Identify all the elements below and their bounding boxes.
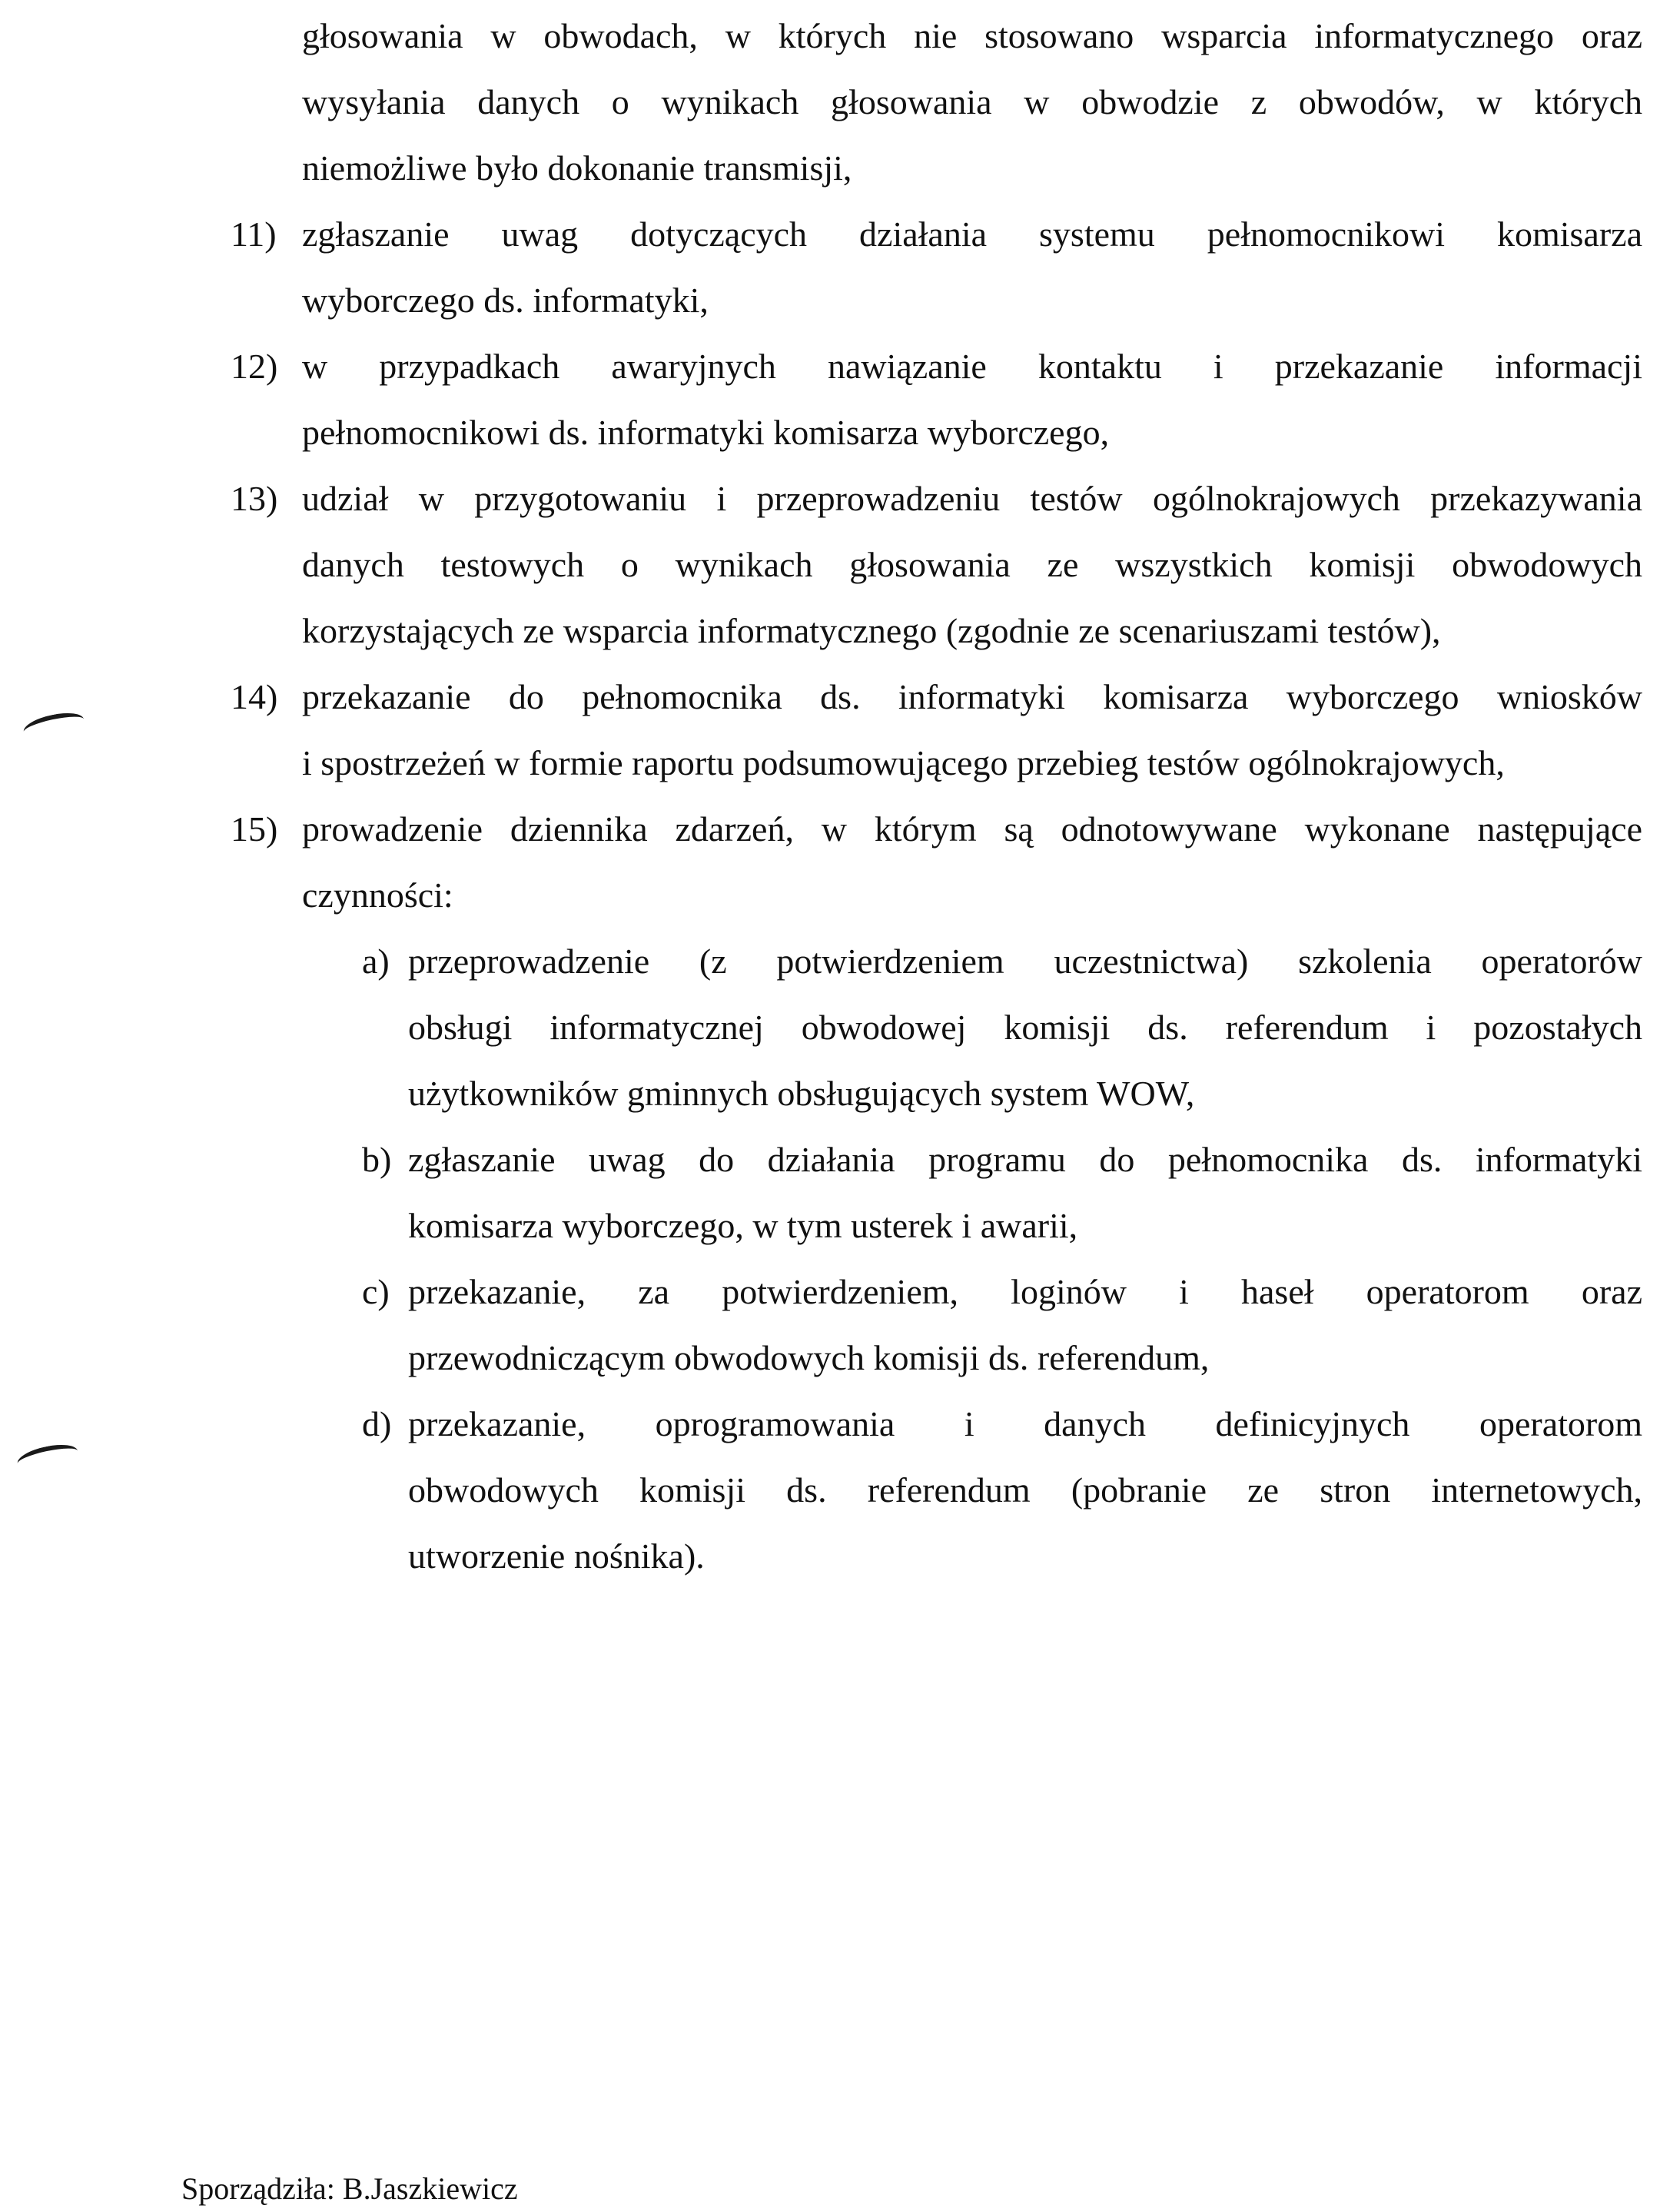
sub-item-d (362, 1391, 1642, 1589)
list-item-number: 11) (231, 214, 277, 254)
list-item-line: czynności: (302, 875, 453, 915)
sub-item-text: przeprowadzenie (z potwierdzeniem uczestnictwa) szkolenia operatorów (408, 942, 1642, 981)
sub-item-line: obwodowych komisji ds. referendum (pobranie ze stron internetowych, (408, 1470, 1642, 1510)
list-item-15 (231, 796, 1642, 928)
continuation-line-1: głosowania w obwodach, w których nie stosowano wsparcia informatycznego oraz (302, 16, 1642, 55)
sub-item-line (362, 1127, 1642, 1193)
list-item-text: prowadzenie dziennika zdarzeń, w którym są odnotowywane wykonane następujące (302, 809, 1642, 849)
sub-item-letter: b) (362, 1140, 392, 1179)
sub-item-text: przekazanie, oprogramowania i danych definicyjnych operatorom (408, 1404, 1642, 1443)
sub-item-letter: a) (362, 942, 390, 981)
list-item-line (231, 466, 1642, 532)
list-item-line (231, 796, 1642, 862)
list-item-number: 13) (231, 479, 278, 518)
punch-hole-mark-bottom (15, 1440, 80, 1474)
sub-item-line: użytkowników gminnych obsługujących system WOW, (408, 1074, 1195, 1113)
list-item-line: pełnomocnikowi ds. informatyki komisarza wyborczego, (302, 413, 1110, 452)
sub-item-line: utworzenie nośnika). (408, 1536, 705, 1576)
punch-hole-mark-top (22, 709, 86, 742)
continuation-paragraph (302, 3, 1642, 201)
list-item-line: wyborczego ds. informatyki, (302, 281, 709, 320)
list-item-11 (231, 201, 1642, 334)
list-item-line: danych testowych o wynikach głosowania ze wszystkich komisji obwodowych (302, 545, 1642, 584)
sub-item-b (362, 1127, 1642, 1259)
sub-item-letter: d) (362, 1404, 392, 1443)
list-item-text: zgłaszanie uwag dotyczących działania systemu pełnomocnikowi komisarza (302, 214, 1642, 254)
list-item-number: 14) (231, 677, 278, 716)
sub-item-letter: c) (362, 1272, 390, 1311)
sub-item-text: przekazanie, za potwierdzeniem, loginów i haseł operatorom oraz (408, 1272, 1642, 1311)
sub-item-line: obsługi informatycznej obwodowej komisji ds. referendum i pozostałych (408, 1008, 1642, 1047)
list-item-number: 12) (231, 347, 278, 386)
sub-item-line (362, 928, 1642, 995)
continuation-line-3: niemożliwe było dokonanie transmisji, (302, 148, 852, 188)
sub-item-line (362, 1391, 1642, 1457)
sub-item-text: zgłaszanie uwag do działania programu do pełnomocnika ds. informatyki (408, 1140, 1642, 1179)
sub-item-c (362, 1259, 1642, 1391)
list-item-text: przekazanie do pełnomocnika ds. informatyki komisarza wyborczego wniosków (302, 677, 1642, 716)
list-item-line: i spostrzeżeń w formie raportu podsumowującego przebieg testów ogólnokrajowych, (302, 743, 1505, 782)
signature-line: Sporządziła: B.Jaszkiewicz (181, 2171, 518, 2206)
sub-item-a (362, 928, 1642, 1127)
list-item-line (231, 664, 1642, 730)
list-item-12 (231, 334, 1642, 466)
sub-item-line: komisarza wyborczego, w tym usterek i awarii, (408, 1206, 1078, 1245)
list-item-text: w przypadkach awaryjnych nawiązanie kontaktu i przekazanie informacji (302, 347, 1642, 386)
list-item-text: udział w przygotowaniu i przeprowadzeniu testów ogólnokrajowych przekazywania (302, 479, 1642, 518)
continuation-line-2: wysyłania danych o wynikach głosowania w obwodzie z obwodów, w których (302, 82, 1642, 121)
list-item-number: 15) (231, 809, 278, 849)
sub-item-line: przewodniczącym obwodowych komisji ds. referendum, (408, 1338, 1210, 1377)
list-item-line: korzystających ze wsparcia informatycznego (zgodnie ze scenariuszami testów), (302, 611, 1441, 650)
list-item-13 (231, 466, 1642, 664)
list-item-line (231, 334, 1642, 400)
list-item-14 (231, 664, 1642, 796)
sub-item-line (362, 1259, 1642, 1325)
list-item-line (231, 201, 1642, 267)
